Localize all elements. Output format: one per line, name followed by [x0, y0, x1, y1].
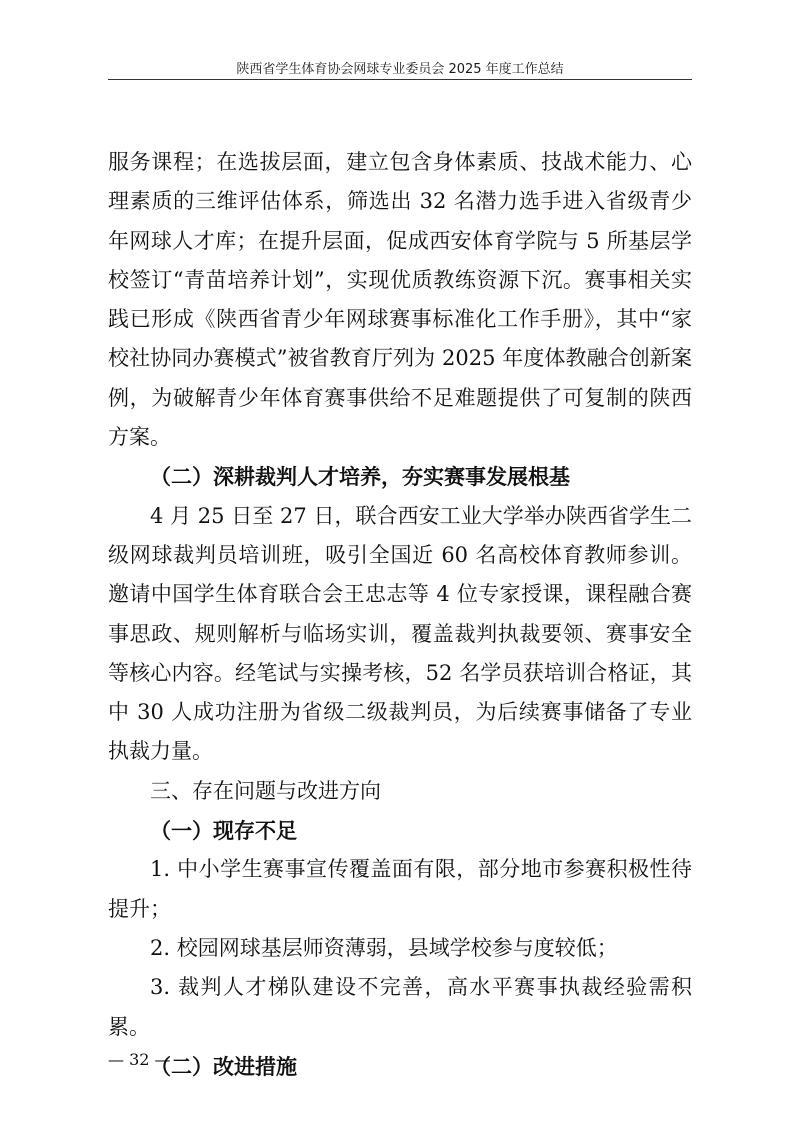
- list-item-1: 1. 中小学生赛事宣传覆盖面有限，部分地市参赛积极性待提升；: [108, 857, 692, 921]
- section-heading-problems: 三、存在问题与改进方向: [150, 778, 381, 803]
- list-item-2: 2. 校园网球基层师资薄弱，县域学校参与度较低；: [150, 935, 618, 960]
- header-rule: [108, 79, 692, 80]
- running-header: 陕西省学生体育协会网球专业委员会 2025 年度工作总结: [236, 62, 564, 77]
- subheading-improvements: （二）改进措施: [150, 1053, 297, 1079]
- body-text: [108, 143, 692, 1086]
- paragraph-continued: 服务课程；在选拔层面，建立包含身体素质、技战术能力、心理素质的三维评估体系，筛选出 32 名潜力选手进入省级青少年网球人才库；在提升层面，促成西安体育学院与 5 所基层学校签订“青苗培养计划”，实现优质教练资源下沉。赛事相关实践已形成《陕西省青少年网球赛事标准化工作手册》，其中“家校社协同办赛模式”被省教育厅列为 2025 年度体教融合创新案例，为破解青少年体育赛事供给不足难题提供了可复制的陕西方案。: [108, 150, 692, 450]
- subheading-referee-training: （二）深耕裁判人才培养，夯实赛事发展根基: [150, 464, 570, 490]
- page-number: — 32 —: [108, 1050, 171, 1069]
- paragraph-referee-training: 4 月 25 日至 27 日，联合西安工业大学举办陕西省学生二级网球裁判员培训班，吸引全国近 60 名高校体育教师参训。邀请中国学生体育联合会王忠志等 4 位专家授课，课程融合赛事思政、规则解析与临场实训，覆盖裁判执裁要领、赛事安全等核心内容。经笔试与实操考核，52 名学员获培训合格证，其中 30 人成功注册为省级二级裁判员，为后续赛事储备了专业执裁力量。: [108, 503, 692, 764]
- list-item-3: 3. 裁判人才梯队建设不完善，高水平赛事执裁经验需积累。: [108, 975, 692, 1039]
- subheading-shortcomings: （一）现存不足: [150, 818, 297, 844]
